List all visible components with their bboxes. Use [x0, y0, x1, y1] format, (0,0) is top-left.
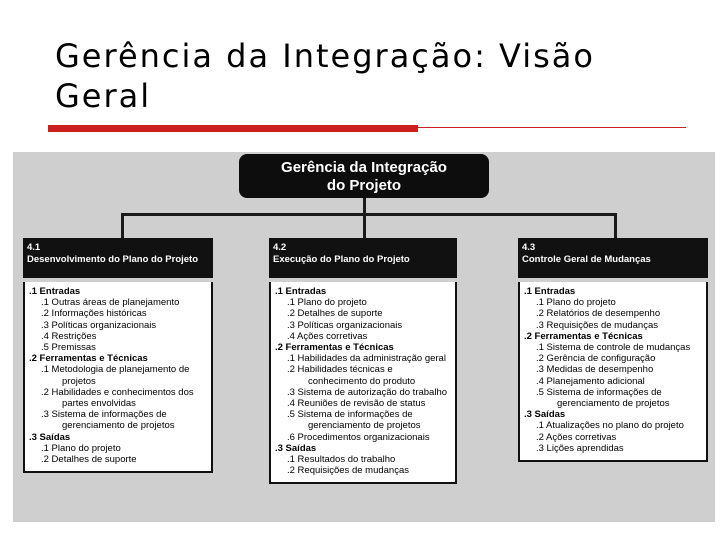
process-name: Controle Geral de Mudanças: [522, 254, 651, 265]
section-heading: .1 Entradas: [275, 286, 327, 297]
section-heading: .2 Ferramentas e Técnicas: [29, 353, 148, 365]
detail-item: .3 Sistema de autorização do trabalho: [287, 386, 448, 398]
process-number: 4.3: [522, 242, 536, 253]
detail-item: .3 Políticas organizacionais: [41, 319, 157, 331]
detail-item: .2 Ações corretivas: [536, 431, 617, 443]
process-name: Desenvolvimento do Plano do Projeto: [27, 254, 199, 265]
detail-item: .3 Requisições de mudanças: [536, 319, 658, 331]
detail-item: .2 Detalhes de suporte: [41, 454, 137, 466]
detail-item: .1 Plano do projeto: [536, 297, 616, 309]
process-header: [518, 238, 708, 278]
integration-diagram: [13, 152, 715, 522]
detail-item: .2 Relatórios de desempenho: [536, 308, 661, 320]
connector-right-drop: [614, 213, 617, 238]
detail-item: .5 Sistema de informações de: [536, 386, 662, 398]
detail-item: .1 Outras áreas de planejamento: [41, 297, 180, 309]
section-heading: .1 Entradas: [29, 286, 81, 297]
detail-item: .3 Medidas de desempenho: [536, 364, 654, 376]
section-heading: .3 Saídas: [29, 431, 71, 443]
process-details: [518, 282, 708, 462]
detail-item: .5 Premissas: [41, 342, 96, 354]
detail-item: partes envolvidas: [62, 398, 136, 410]
detail-item: .1 Habilidades da administração geral: [287, 353, 446, 365]
detail-item: .1 Atualizações no plano do projeto: [536, 420, 684, 432]
title-underline-rule: [418, 127, 686, 128]
process-number: 4.1: [27, 242, 41, 253]
detail-item: .2 Gerência de configuração: [536, 353, 656, 365]
detail-item: .6 Procedimentos organizacionais: [287, 431, 430, 443]
detail-item: .1 Resultados do trabalho: [287, 454, 396, 466]
section-heading: .1 Entradas: [524, 286, 576, 297]
process-header: [23, 238, 213, 278]
detail-item: .2 Habilidades e conhecimentos dos: [41, 386, 194, 398]
section-heading: .2 Ferramentas e Técnicas: [275, 342, 394, 354]
title-underline-accent: [48, 125, 418, 132]
detail-item: .4 Planejamento adicional: [536, 375, 645, 387]
detail-item: .4 Ações corretivas: [287, 330, 368, 342]
root-title-line1: Gerência da Integração: [281, 159, 447, 176]
slide-title: Gerência da Integração: Visão Geral: [55, 37, 595, 115]
section-heading: .3 Saídas: [275, 442, 317, 454]
connector-horizontal: [121, 213, 617, 216]
process-details: [269, 282, 457, 484]
detail-item: conhecimento do produto: [308, 375, 416, 387]
connector-middle-drop: [363, 213, 366, 238]
detail-item: gerenciamento de projetos: [557, 398, 670, 410]
detail-item: projetos: [62, 375, 96, 387]
process-column-4-2: [269, 238, 457, 484]
detail-item: .2 Habilidades técnicas e: [287, 364, 393, 376]
detail-item: .5 Sistema de informações de: [287, 409, 413, 421]
process-number: 4.2: [273, 242, 287, 253]
detail-item: .3 Sistema de informações de: [41, 409, 167, 421]
process-column-4-1: [23, 238, 213, 473]
detail-item: .2 Detalhes de suporte: [287, 308, 383, 320]
detail-item: .1 Metodologia de planejamento de: [41, 364, 190, 376]
detail-item: .4 Reuniões de revisão de status: [287, 398, 426, 410]
section-heading: .2 Ferramentas e Técnicas: [524, 330, 643, 342]
process-name: Execução do Plano do Projeto: [273, 254, 410, 265]
connector-left-drop: [121, 213, 124, 238]
detail-item: gerenciamento de projetos: [308, 420, 421, 432]
root-title-line2: do Projeto: [326, 177, 402, 194]
detail-item: .1 Plano do projeto: [41, 442, 121, 454]
detail-item: .2 Informações históricas: [41, 308, 147, 320]
detail-item: .4 Restrições: [41, 330, 97, 342]
detail-item: gerenciamento de projetos: [62, 420, 175, 432]
diagram-root-node: [239, 154, 489, 198]
detail-item: .3 Políticas organizacionais: [287, 319, 403, 331]
process-header: [269, 238, 457, 278]
detail-item: .3 Lições aprendidas: [536, 442, 624, 454]
process-column-4-3: [518, 238, 708, 462]
connector-root-stem: [363, 198, 366, 214]
detail-item: .1 Plano do projeto: [287, 297, 367, 309]
detail-item: .2 Requisições de mudanças: [287, 465, 409, 477]
section-heading: .3 Saídas: [524, 409, 566, 421]
detail-item: .1 Sistema de controle de mudanças: [536, 342, 691, 354]
process-details: [23, 282, 213, 473]
